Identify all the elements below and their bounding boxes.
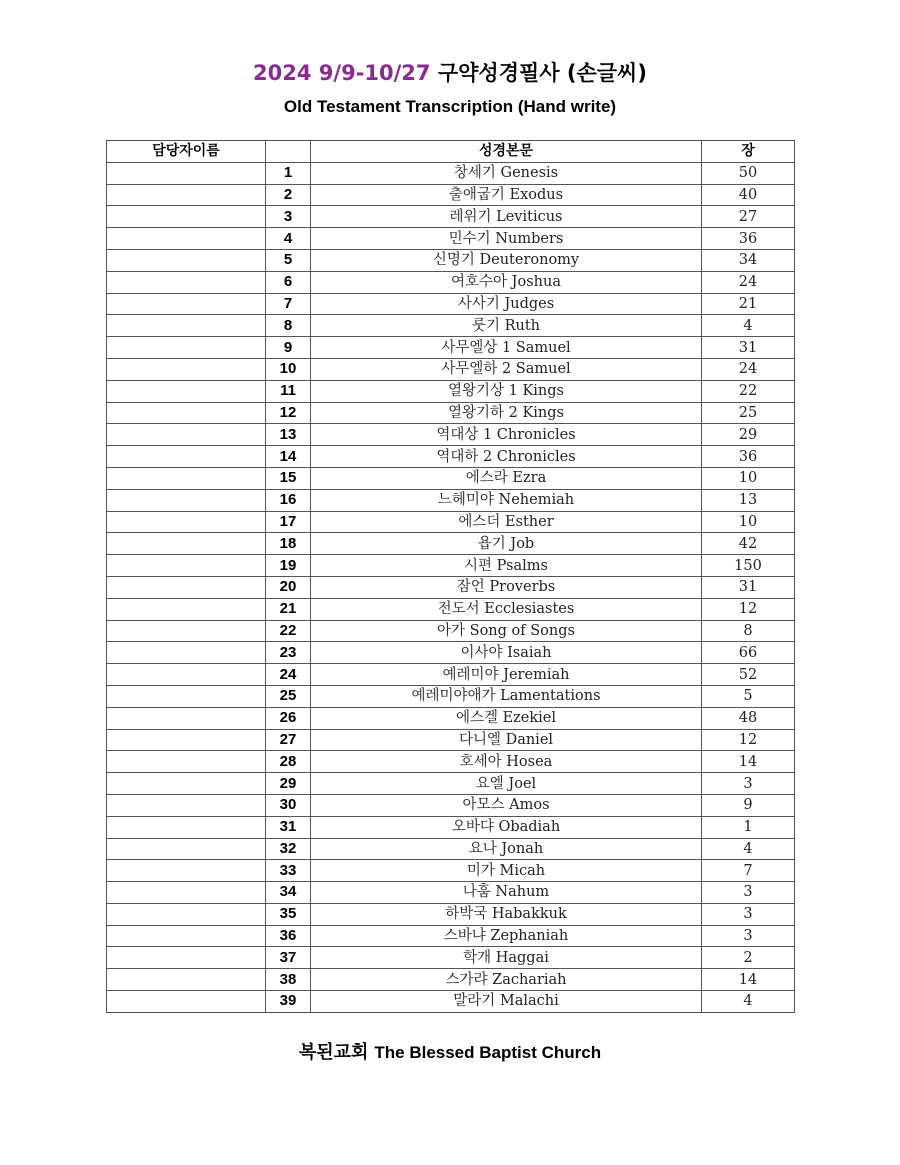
- assignee-cell[interactable]: [107, 315, 266, 337]
- chapters-cell: 4: [702, 838, 795, 860]
- assignee-cell[interactable]: [107, 533, 266, 555]
- number-cell: 15: [266, 467, 311, 489]
- chapters-cell: 14: [702, 969, 795, 991]
- table-row: [107, 620, 795, 642]
- table-row: [107, 685, 795, 707]
- page-title: [0, 58, 900, 88]
- table-row: [107, 947, 795, 969]
- table-row: [107, 533, 795, 555]
- chapters-cell: 36: [702, 446, 795, 468]
- assignee-cell[interactable]: [107, 751, 266, 773]
- table-row: [107, 729, 795, 751]
- book-cell: 학개 Haggai: [311, 947, 702, 969]
- table-row: [107, 642, 795, 664]
- book-cell: 아모스 Amos: [311, 794, 702, 816]
- number-cell: 39: [266, 991, 311, 1013]
- book-cell: 출애굽기 Exodus: [311, 184, 702, 206]
- number-cell: 4: [266, 228, 311, 250]
- assignee-cell[interactable]: [107, 555, 266, 577]
- chapters-cell: 3: [702, 903, 795, 925]
- header-scripture: 성경본문: [311, 141, 702, 163]
- assignee-cell[interactable]: [107, 925, 266, 947]
- book-cell: 요엘 Joel: [311, 773, 702, 795]
- book-cell: 예레미야애가 Lamentations: [311, 685, 702, 707]
- chapters-cell: 150: [702, 555, 795, 577]
- chapters-cell: 8: [702, 620, 795, 642]
- chapters-cell: 14: [702, 751, 795, 773]
- page-subtitle: Old Testament Transcription (Hand write): [283, 97, 617, 116]
- assignee-cell[interactable]: [107, 903, 266, 925]
- book-cell: 창세기 Genesis: [311, 162, 702, 184]
- book-cell: 하박국 Habakkuk: [311, 903, 702, 925]
- assignee-cell[interactable]: [107, 947, 266, 969]
- number-cell: 33: [266, 860, 311, 882]
- transcription-table: [106, 140, 795, 1013]
- assignee-cell[interactable]: [107, 598, 266, 620]
- book-cell: 열왕기상 1 Kings: [311, 380, 702, 402]
- table-row: [107, 576, 795, 598]
- number-cell: 21: [266, 598, 311, 620]
- table-row: [107, 467, 795, 489]
- assignee-cell[interactable]: [107, 860, 266, 882]
- assignee-cell[interactable]: [107, 489, 266, 511]
- book-cell: 미가 Micah: [311, 860, 702, 882]
- book-cell: 스가랴 Zachariah: [311, 969, 702, 991]
- chapters-cell: 40: [702, 184, 795, 206]
- number-cell: 27: [266, 729, 311, 751]
- number-cell: 8: [266, 315, 311, 337]
- number-cell: 18: [266, 533, 311, 555]
- table-row: [107, 598, 795, 620]
- chapters-cell: 2: [702, 947, 795, 969]
- title-korean: 구약성경필사 (손글씨): [437, 61, 647, 85]
- number-cell: 22: [266, 620, 311, 642]
- book-cell: 오바댜 Obadiah: [311, 816, 702, 838]
- table-row: [107, 446, 795, 468]
- book-cell: 욥기 Job: [311, 533, 702, 555]
- assignee-cell[interactable]: [107, 664, 266, 686]
- book-cell: 말라기 Malachi: [311, 991, 702, 1013]
- book-cell: 아가 Song of Songs: [311, 620, 702, 642]
- chapters-cell: 12: [702, 598, 795, 620]
- church-footer: [0, 1040, 900, 1066]
- assignee-cell[interactable]: [107, 271, 266, 293]
- assignee-cell[interactable]: [107, 228, 266, 250]
- book-cell: 전도서 Ecclesiastes: [311, 598, 702, 620]
- table-row: [107, 228, 795, 250]
- header-assignee-name: 담당자이름: [107, 141, 266, 163]
- number-cell: 31: [266, 816, 311, 838]
- table-row: [107, 969, 795, 991]
- number-cell: 24: [266, 664, 311, 686]
- book-cell: 에스겔 Ezekiel: [311, 707, 702, 729]
- number-cell: 25: [266, 685, 311, 707]
- number-cell: 35: [266, 903, 311, 925]
- table-row: [107, 206, 795, 228]
- chapters-cell: 29: [702, 424, 795, 446]
- chapters-cell: 9: [702, 794, 795, 816]
- number-cell: 19: [266, 555, 311, 577]
- table-row: [107, 555, 795, 577]
- chapters-cell: 10: [702, 511, 795, 533]
- table-row: [107, 751, 795, 773]
- number-cell: 37: [266, 947, 311, 969]
- church-name-korean: 복된교회: [298, 1042, 369, 1063]
- assignee-cell[interactable]: [107, 685, 266, 707]
- assignee-cell[interactable]: [107, 249, 266, 271]
- book-cell: 나훔 Nahum: [311, 882, 702, 904]
- assignee-cell[interactable]: [107, 467, 266, 489]
- chapters-cell: 48: [702, 707, 795, 729]
- book-cell: 여호수아 Joshua: [311, 271, 702, 293]
- assignee-cell[interactable]: [107, 446, 266, 468]
- book-cell: 열왕기하 2 Kings: [311, 402, 702, 424]
- book-cell: 호세아 Hosea: [311, 751, 702, 773]
- number-cell: 23: [266, 642, 311, 664]
- assignee-cell[interactable]: [107, 882, 266, 904]
- chapters-cell: 24: [702, 358, 795, 380]
- number-cell: 32: [266, 838, 311, 860]
- table-row: [107, 293, 795, 315]
- chapters-cell: 21: [702, 293, 795, 315]
- book-cell: 사무엘상 1 Samuel: [311, 337, 702, 359]
- table-row: [107, 903, 795, 925]
- number-cell: 12: [266, 402, 311, 424]
- book-cell: 느헤미야 Nehemiah: [311, 489, 702, 511]
- book-cell: 에스라 Ezra: [311, 467, 702, 489]
- chapters-cell: 1: [702, 816, 795, 838]
- number-cell: 36: [266, 925, 311, 947]
- number-cell: 14: [266, 446, 311, 468]
- assignee-cell[interactable]: [107, 773, 266, 795]
- table-row: [107, 860, 795, 882]
- number-cell: 20: [266, 576, 311, 598]
- table-row: [107, 337, 795, 359]
- number-cell: 13: [266, 424, 311, 446]
- table-row: [107, 249, 795, 271]
- table-body: [107, 162, 795, 1012]
- table-row: [107, 162, 795, 184]
- table-row: [107, 380, 795, 402]
- number-cell: 10: [266, 358, 311, 380]
- table-row: [107, 424, 795, 446]
- assignee-cell[interactable]: [107, 620, 266, 642]
- assignee-cell[interactable]: [107, 794, 266, 816]
- assignee-cell[interactable]: [107, 337, 266, 359]
- book-cell: 레위기 Leviticus: [311, 206, 702, 228]
- book-cell: 잠언 Proverbs: [311, 576, 702, 598]
- assignee-cell[interactable]: [107, 380, 266, 402]
- book-cell: 에스더 Esther: [311, 511, 702, 533]
- header-number: [266, 141, 311, 163]
- table-row: [107, 358, 795, 380]
- chapters-cell: 27: [702, 206, 795, 228]
- assignee-cell[interactable]: [107, 576, 266, 598]
- chapters-cell: 22: [702, 380, 795, 402]
- assignee-cell[interactable]: [107, 424, 266, 446]
- table-row: [107, 315, 795, 337]
- number-cell: 1: [266, 162, 311, 184]
- table-row: [107, 402, 795, 424]
- assignee-cell[interactable]: [107, 162, 266, 184]
- assignee-cell[interactable]: [107, 293, 266, 315]
- book-cell: 스바냐 Zephaniah: [311, 925, 702, 947]
- chapters-cell: 3: [702, 925, 795, 947]
- book-cell: 시편 Psalms: [311, 555, 702, 577]
- chapters-cell: 13: [702, 489, 795, 511]
- chapters-cell: 5: [702, 685, 795, 707]
- table-row: [107, 838, 795, 860]
- book-cell: 다니엘 Daniel: [311, 729, 702, 751]
- number-cell: 6: [266, 271, 311, 293]
- table-row: [107, 664, 795, 686]
- book-cell: 이사야 Isaiah: [311, 642, 702, 664]
- table-row: [107, 794, 795, 816]
- table-row: [107, 925, 795, 947]
- assignee-cell[interactable]: [107, 707, 266, 729]
- number-cell: 26: [266, 707, 311, 729]
- chapters-cell: 42: [702, 533, 795, 555]
- chapters-cell: 4: [702, 315, 795, 337]
- book-cell: 예레미야 Jeremiah: [311, 664, 702, 686]
- table-row: [107, 882, 795, 904]
- chapters-cell: 31: [702, 576, 795, 598]
- chapters-cell: 36: [702, 228, 795, 250]
- assignee-cell[interactable]: [107, 402, 266, 424]
- table-header-row: [107, 141, 795, 163]
- number-cell: 11: [266, 380, 311, 402]
- chapters-cell: 12: [702, 729, 795, 751]
- book-cell: 룻기 Ruth: [311, 315, 702, 337]
- assignee-cell[interactable]: [107, 729, 266, 751]
- table-row: [107, 816, 795, 838]
- number-cell: 16: [266, 489, 311, 511]
- chapters-cell: 3: [702, 773, 795, 795]
- assignee-cell[interactable]: [107, 642, 266, 664]
- number-cell: 2: [266, 184, 311, 206]
- book-cell: 역대상 1 Chronicles: [311, 424, 702, 446]
- chapters-cell: 31: [702, 337, 795, 359]
- table-row: [107, 773, 795, 795]
- assignee-cell[interactable]: [107, 838, 266, 860]
- book-cell: 신명기 Deuteronomy: [311, 249, 702, 271]
- table-row: [107, 707, 795, 729]
- number-cell: 5: [266, 249, 311, 271]
- chapters-cell: 4: [702, 991, 795, 1013]
- book-cell: 사사기 Judges: [311, 293, 702, 315]
- assignee-cell[interactable]: [107, 969, 266, 991]
- number-cell: 3: [266, 206, 311, 228]
- assignee-cell[interactable]: [107, 991, 266, 1013]
- chapters-cell: 24: [702, 271, 795, 293]
- table-row: [107, 511, 795, 533]
- number-cell: 30: [266, 794, 311, 816]
- chapters-cell: 7: [702, 860, 795, 882]
- header-chapters: 장: [702, 141, 795, 163]
- assignee-cell[interactable]: [107, 206, 266, 228]
- church-name-english: The Blessed Baptist Church: [374, 1043, 602, 1062]
- assignee-cell[interactable]: [107, 184, 266, 206]
- assignee-cell[interactable]: [107, 511, 266, 533]
- chapters-cell: 10: [702, 467, 795, 489]
- chapters-cell: 50: [702, 162, 795, 184]
- table-row: [107, 489, 795, 511]
- number-cell: 9: [266, 337, 311, 359]
- table-row: [107, 184, 795, 206]
- number-cell: 28: [266, 751, 311, 773]
- book-cell: 역대하 2 Chronicles: [311, 446, 702, 468]
- book-cell: 요나 Jonah: [311, 838, 702, 860]
- number-cell: 38: [266, 969, 311, 991]
- table-row: [107, 991, 795, 1013]
- book-cell: 사무엘하 2 Samuel: [311, 358, 702, 380]
- book-cell: 민수기 Numbers: [311, 228, 702, 250]
- number-cell: 7: [266, 293, 311, 315]
- assignee-cell[interactable]: [107, 816, 266, 838]
- chapters-cell: 3: [702, 882, 795, 904]
- number-cell: 17: [266, 511, 311, 533]
- chapters-cell: 66: [702, 642, 795, 664]
- chapters-cell: 52: [702, 664, 795, 686]
- number-cell: 34: [266, 882, 311, 904]
- number-cell: 29: [266, 773, 311, 795]
- table-row: [107, 271, 795, 293]
- date-range: 2024 9/9-10/27: [253, 61, 431, 85]
- chapters-cell: 34: [702, 249, 795, 271]
- assignee-cell[interactable]: [107, 358, 266, 380]
- chapters-cell: 25: [702, 402, 795, 424]
